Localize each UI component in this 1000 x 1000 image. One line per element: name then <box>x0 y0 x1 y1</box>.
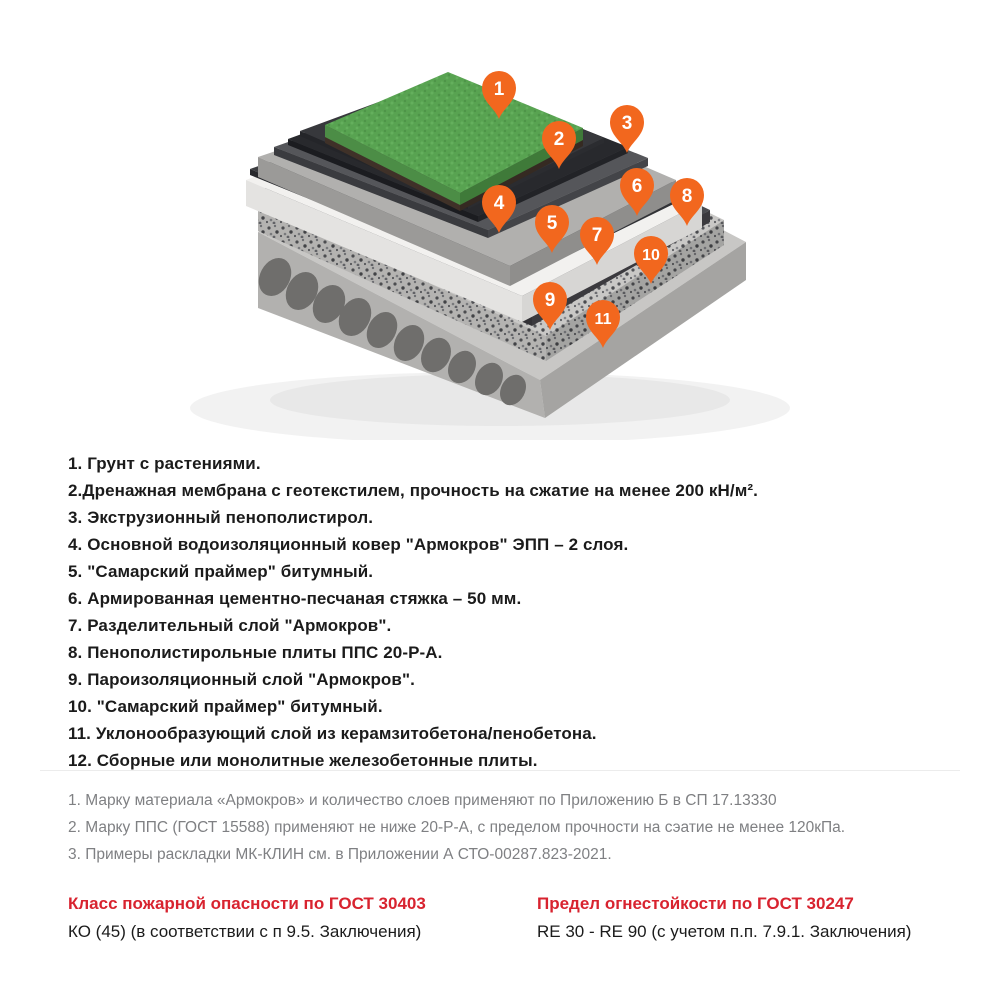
layer-list-item: 3. Экструзионный пенополистирол. <box>68 508 374 527</box>
layer-list-item: 9. Пароизоляционный слой "Армокров". <box>68 670 415 689</box>
layer-list-item: 12. Сборные или монолитные железобетонные плиты. <box>68 751 538 770</box>
footnote-item: 3. Примеры раскладки МК-КЛИН см. в Приложении А СТО-00287.823-2021. <box>68 846 612 863</box>
layer-list-item: 7. Разделительный слой "Армокров". <box>68 616 392 635</box>
marker-pin-number: 4 <box>493 193 505 214</box>
marker-pin-number: 11 <box>594 311 612 328</box>
footnote-item: 2. Марку ППС (ГОСТ 15588) применяют не ниже 20-Р-А, с пределом прочности на сэатие не менее 120кПа. <box>68 819 846 836</box>
marker-pin-number: 7 <box>591 225 603 246</box>
fire-resistance-value: RE 30 - RE 90 (с учетом п.п. 7.9.1. Заключения) <box>537 922 912 941</box>
marker-pin-number: 9 <box>544 290 556 311</box>
roof-layers-illustration <box>0 0 1000 440</box>
marker-pin-number: 2 <box>553 129 565 150</box>
footnotes <box>68 787 845 868</box>
marker-pin-number: 10 <box>642 247 660 264</box>
fire-class-value: КО (45) (в соответствии с п 9.5. Заключения) <box>68 922 422 941</box>
layer-list-item: 11. Уклонообразующий слой из керамзитобетона/пенобетона. <box>68 724 597 743</box>
layer-list-item: 4. Основной водоизоляционный ковер "Армокров" ЭПП – 2 слоя. <box>68 535 629 554</box>
roof-layers-diagram <box>0 0 1000 440</box>
marker-pin-number: 1 <box>493 79 505 100</box>
marker-pin-number: 3 <box>621 113 633 134</box>
marker-pin-number: 8 <box>681 186 693 207</box>
marker-pin-number: 5 <box>546 213 558 234</box>
layer-list <box>68 450 758 774</box>
marker-pin-number: 6 <box>631 176 643 197</box>
footnote-item: 1. Марку материала «Армокров» и количество слоев применяют по Приложению Б в СП 17.13330 <box>68 792 777 809</box>
layer-list-item: 5. "Самарский праймер" битумный. <box>68 562 374 581</box>
fire-class-title: Класс пожарной опасности по ГОСТ 30403 <box>68 894 426 913</box>
layer-list-item: 6. Армированная цементно-песчаная стяжка – 50 мм. <box>68 589 522 608</box>
divider-line <box>40 770 960 771</box>
fire-resistance-title: Предел огнестойкости по ГОСТ 30247 <box>537 894 854 913</box>
layer-list-item: 1. Грунт с растениями. <box>68 454 261 473</box>
fire-class-section <box>68 894 426 942</box>
layer-list-item: 2.Дренажная мембрана с геотекстилем, прочность на сжатие на менее 200 кН/м². <box>68 481 758 500</box>
layer-list-item: 8. Пенополистирольные плиты ППС 20-Р-А. <box>68 643 443 662</box>
layer-list-item: 10. "Самарский праймер" битумный. <box>68 697 383 716</box>
fire-resistance-section <box>537 894 911 942</box>
